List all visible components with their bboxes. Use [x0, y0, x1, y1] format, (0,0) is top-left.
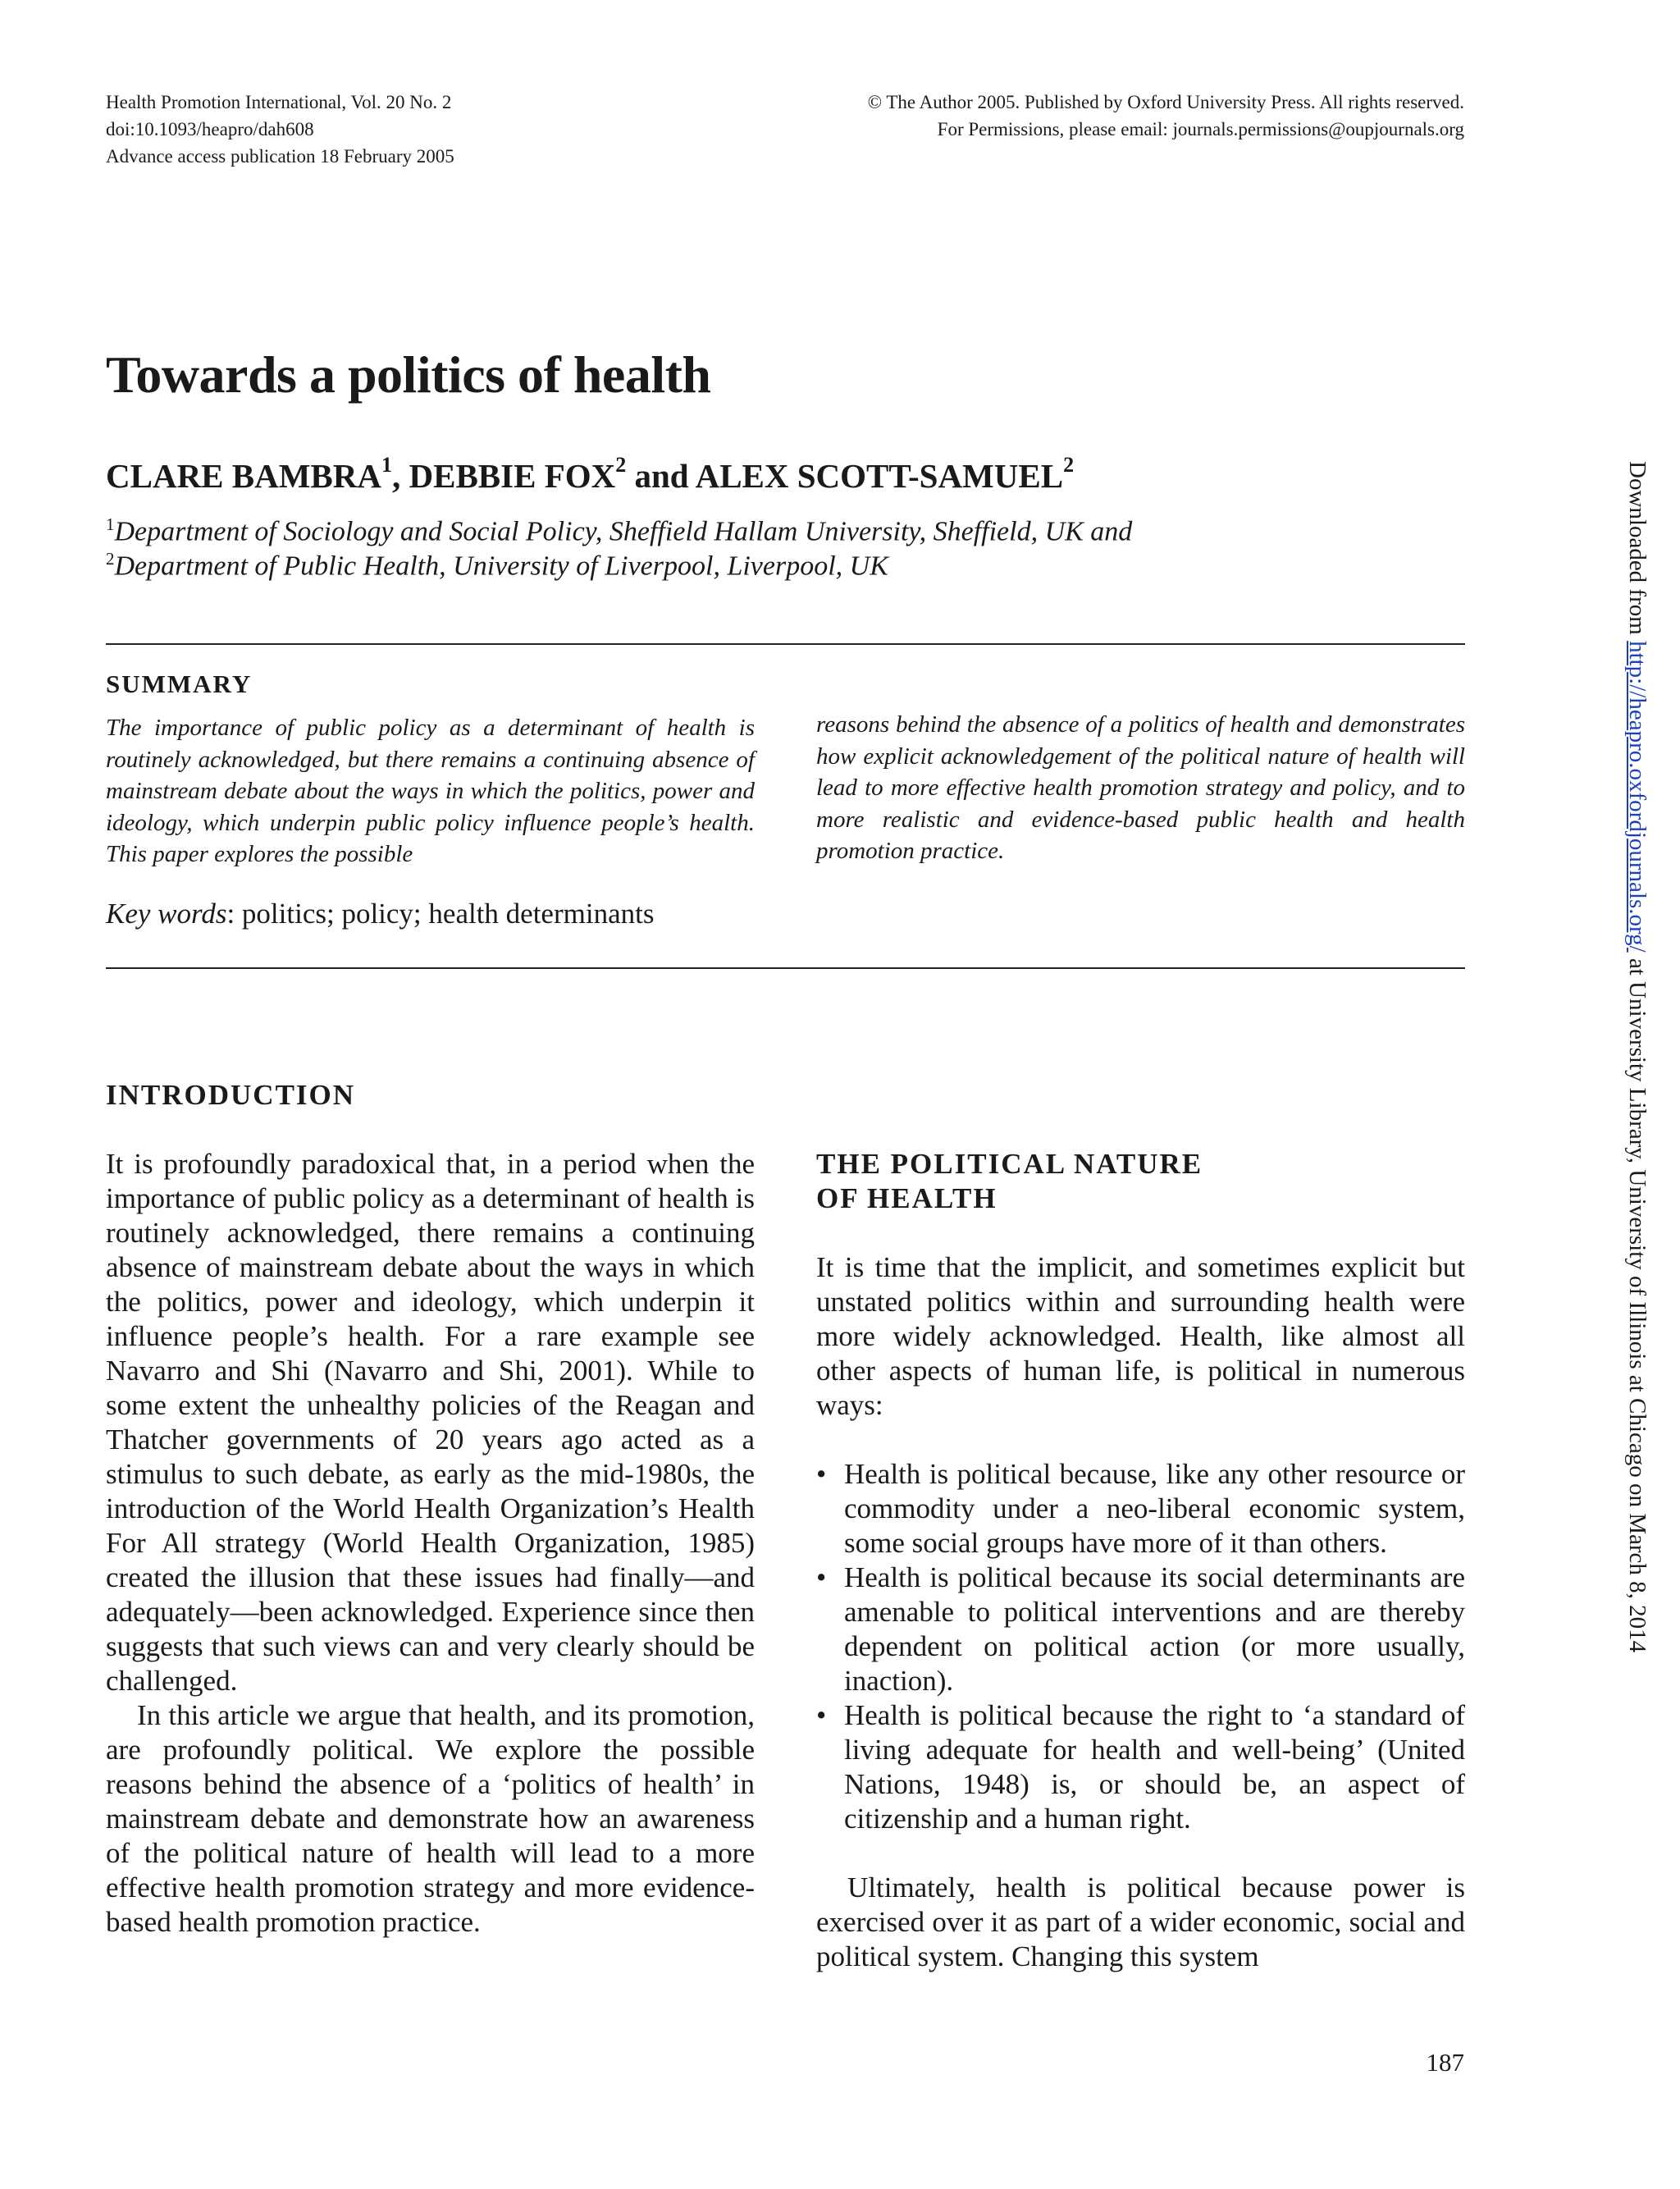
affiliation-marker: 2	[106, 549, 115, 569]
copyright-line: © The Author 2005. Published by Oxford University Press. All rights reserved.	[867, 92, 1464, 112]
heading-line: OF HEALTH	[816, 1182, 998, 1214]
affiliation-2	[106, 542, 1468, 583]
list-item	[816, 1698, 1465, 1836]
author-name: and ALEX SCOTT-SAMUEL	[626, 457, 1064, 495]
affiliation-text: Department of Sociology and Social Policy, Sheffield Hallam University, Sheffield, UK and	[114, 516, 1133, 547]
political-nature-body	[816, 1250, 1465, 1974]
article-title: Towards a politics of health	[106, 345, 711, 404]
permissions-line: For Permissions, please email: journals.permissions@oupjournals.org	[937, 119, 1464, 139]
copyright-notice	[868, 89, 1464, 143]
introduction-paragraph-2: In this article we argue that health, and its promotion, are profoundly political. We explore the possible reasons behind the absence of a ‘politics of health’ in mainstream debate and demonstrate how an awareness of the political nature of health will lead to a more effective health promotion strategy and more evidence-based health promotion practice.	[106, 1699, 755, 1938]
author-name: CLARE BAMBRA	[106, 457, 381, 495]
download-notice-suffix: at University Library, University of Illinois at Chicago on March 8, 2014	[1624, 952, 1650, 1653]
page-number: 187	[1426, 2048, 1464, 2077]
list-item	[816, 1561, 1465, 1698]
list-item-text: Health is political because, like any other resource or commodity under a neo-liberal economic system, some social groups have more of it than others.	[844, 1458, 1465, 1559]
bullet-icon: •	[816, 1561, 827, 1593]
introduction-body	[106, 1147, 755, 1940]
heading-line: THE POLITICAL NATURE	[816, 1148, 1203, 1180]
keywords-value: : politics; policy; health determinants	[226, 898, 655, 930]
summary-text-left: The importance of public policy as a determinant of health is routinely acknowledged, but there remains a continuing absence of mainstream debate about the ways in which the politics, power and ideology, which underpin public policy influence people’s health. This paper explores the possible	[106, 715, 755, 867]
author-list	[106, 453, 1075, 496]
bullet-icon: •	[816, 1699, 827, 1731]
affiliation-marker: 1	[106, 514, 115, 534]
divider-top	[106, 643, 1465, 645]
divider-bottom	[106, 967, 1465, 969]
bullet-icon: •	[816, 1458, 827, 1490]
keywords-label: Key words	[106, 898, 227, 930]
journal-citation	[106, 89, 454, 170]
keywords	[106, 898, 654, 930]
political-nature-heading	[816, 1147, 1203, 1216]
affiliation-text: Department of Public Health, University of Liverpool, Liverpool, UK	[114, 551, 888, 582]
introduction-paragraph-1: It is profoundly paradoxical that, in a period when the importance of public policy as a determinant of health is routinely acknowledged, there remains a continuing absence of mainstream debate about the ways in which the politics, power and ideology, which underpin it influence people’s health. For a rare example see Navarro and Shi (Navarro and Shi, 2001). While to some extent the unhealthy policies of the Reagan and Thatcher governments of 20 years ago acted as a stimulus to such debate, as early as the mid-1980s, the introduction of the World Health Organization’s Health For All strategy (World Health Organization, 1985) created the illusion that these issues had finally—and adequately—been acknowledged. Experience since then suggests that such views can and very clearly should be challenged.	[106, 1148, 755, 1697]
download-notice-prefix: Downloaded from	[1624, 461, 1650, 642]
political-nature-paragraph-2: Ultimately, health is political because power is exercised over it as part of a wider economic, social and political system. Changing this system	[816, 1871, 1465, 1972]
political-nature-paragraph-1: It is time that the implicit, and sometimes explicit but unstated politics within and surrounding health were more widely acknowledged. Health, like almost all other aspects of human life, is political in numerous ways:	[816, 1251, 1465, 1421]
list-item	[816, 1457, 1465, 1561]
journal-volume: Health Promotion International, Vol. 20 No. 2	[106, 92, 452, 112]
journal-link[interactable]: http://heapro.oxfordjournals.org/	[1624, 641, 1650, 953]
publication-date: Advance access publication 18 February 2005	[106, 146, 454, 167]
affiliation-marker: 1	[381, 453, 392, 478]
affiliation-marker: 2	[615, 453, 627, 478]
author-name: , DEBBIE FOX	[392, 457, 616, 495]
list-item-text: Health is political because the right to ‘a standard of living adequate for health and well-being’ (United Nations, 1948) is, or should be, an aspect of citizenship and a human right.	[844, 1699, 1465, 1835]
summary-text-right: reasons behind the absence of a politics of health and demonstrates how explicit acknowledgement of the political nature of health will lead to more effective health promotion strategy and policy, and to more realistic and evidence-based public health and health promotion practice.	[816, 711, 1465, 864]
political-reasons-list	[816, 1457, 1465, 1836]
introduction-heading: INTRODUCTION	[106, 1079, 356, 1111]
download-notice	[1623, 461, 1650, 1652]
affiliation-marker: 2	[1063, 453, 1075, 478]
summary-heading: SUMMARY	[106, 669, 253, 698]
list-item-text: Health is political because its social determinants are amenable to political interventions and are thereby dependent on political action (or more usually, inaction).	[844, 1561, 1465, 1697]
doi: doi:10.1093/heapro/dah608	[106, 119, 314, 139]
